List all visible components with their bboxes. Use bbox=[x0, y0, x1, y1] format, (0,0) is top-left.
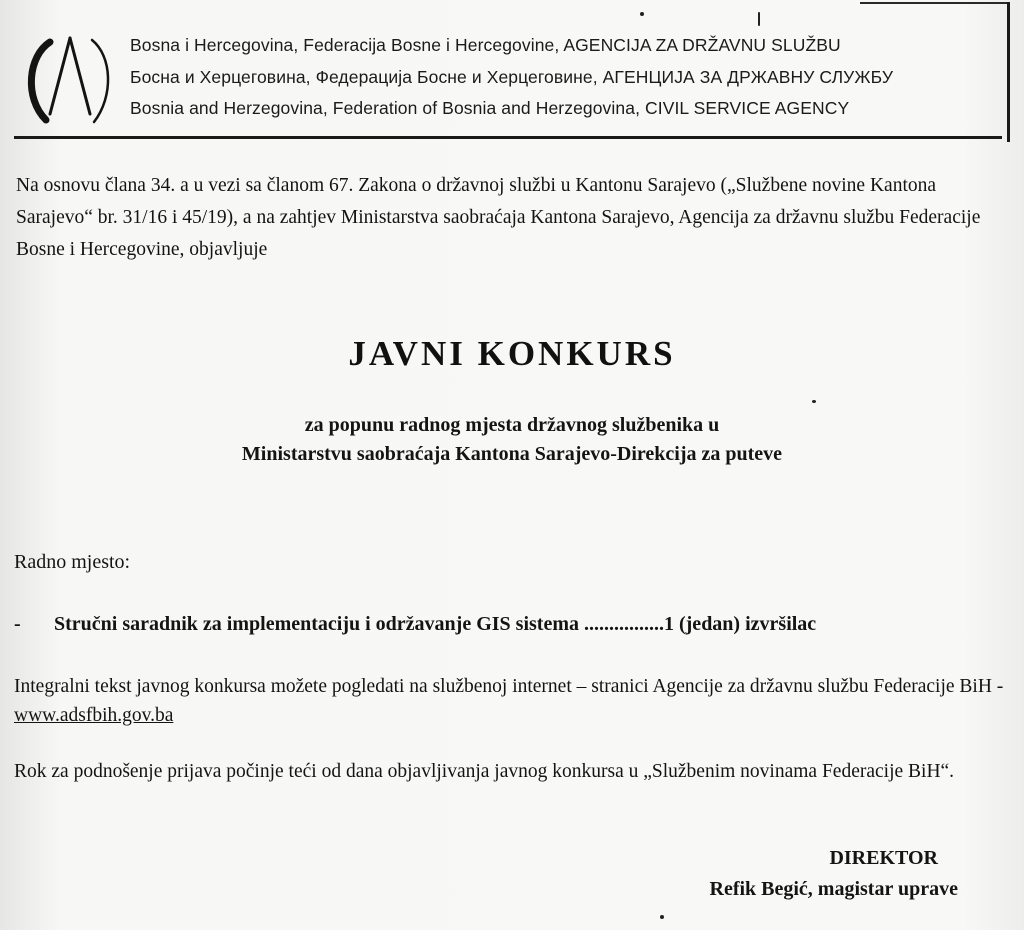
letterhead-text bbox=[130, 30, 893, 125]
info-text: Integralni tekst javnog konkursa možete pogledati na službenoj internet – stranici Agencije za državnu službu Federacije BiH - bbox=[14, 676, 1004, 697]
letterhead-divider bbox=[14, 136, 1002, 139]
position-label: Radno mjesto: bbox=[14, 551, 131, 573]
agency-website-link[interactable]: www.adsfbih.gov.ba bbox=[14, 705, 174, 726]
intro-paragraph: Na osnovu člana 34. a u vezi sa članom 67. Zakona o državnoj službi u Kantonu Sarajevo („Službene novine Kantona Sarajevo“ br. 31/16 i 45/19), a na zahtjev Ministarstva saobraćaja Kantona Sarajevo, Agencija za državnu službu Federacije Bosne i Hercegovine, objavljuje bbox=[16, 175, 981, 260]
signature-role: DIREKTOR bbox=[829, 847, 938, 869]
letterhead-line-serbian: Босна и Херцеговина, Федерација Босне и Херцеговине, АГЕНЦИЈА ЗА ДРЖАВНУ СЛУЖБУ bbox=[130, 66, 894, 87]
info-paragraph bbox=[14, 672, 1014, 730]
position-bullet: - bbox=[14, 613, 21, 635]
signature-block bbox=[710, 843, 959, 905]
agency-logo-emblem bbox=[20, 28, 116, 132]
subtitle-line-2: Ministarstvu saobraćaja Kantona Sarajevo-Direkcija za puteve bbox=[241, 443, 783, 465]
scan-speck bbox=[640, 12, 644, 16]
document-subtitle bbox=[0, 411, 1024, 469]
scan-speck bbox=[812, 400, 816, 403]
position-item bbox=[14, 613, 1014, 636]
letterhead-line-english: Bosnia and Herzegovina, Federation of Bosnia and Herzegovina, CIVIL SERVICE AGENCY bbox=[130, 98, 850, 118]
subtitle-line-1: za popunu radnog mjesta državnog službenika u bbox=[304, 414, 720, 436]
frame-top-border bbox=[860, 2, 1010, 4]
document-title: JAVNI KONKURS bbox=[348, 334, 676, 373]
letterhead bbox=[14, 18, 1004, 136]
deadline-paragraph: Rok za podnošenje prijava počinje teći od dana objavljivanja javnog konkursa u „Službenim novinama Federacije BiH“. bbox=[14, 761, 955, 782]
signature-name: Refik Begić, magistar uprave bbox=[709, 878, 958, 900]
scan-speck bbox=[758, 12, 760, 26]
scan-speck bbox=[660, 915, 664, 919]
letterhead-line-bosnian: Bosna i Hercegovina, Federacija Bosne i Hercegovine, AGENCIJA ZA DRŽAVNU SLUŽBU bbox=[130, 35, 841, 55]
position-name: Stručni saradnik za implementaciju i održavanje GIS sistema ................1 (jedan) izvršilac bbox=[54, 613, 817, 635]
frame-right-border bbox=[1007, 2, 1010, 142]
